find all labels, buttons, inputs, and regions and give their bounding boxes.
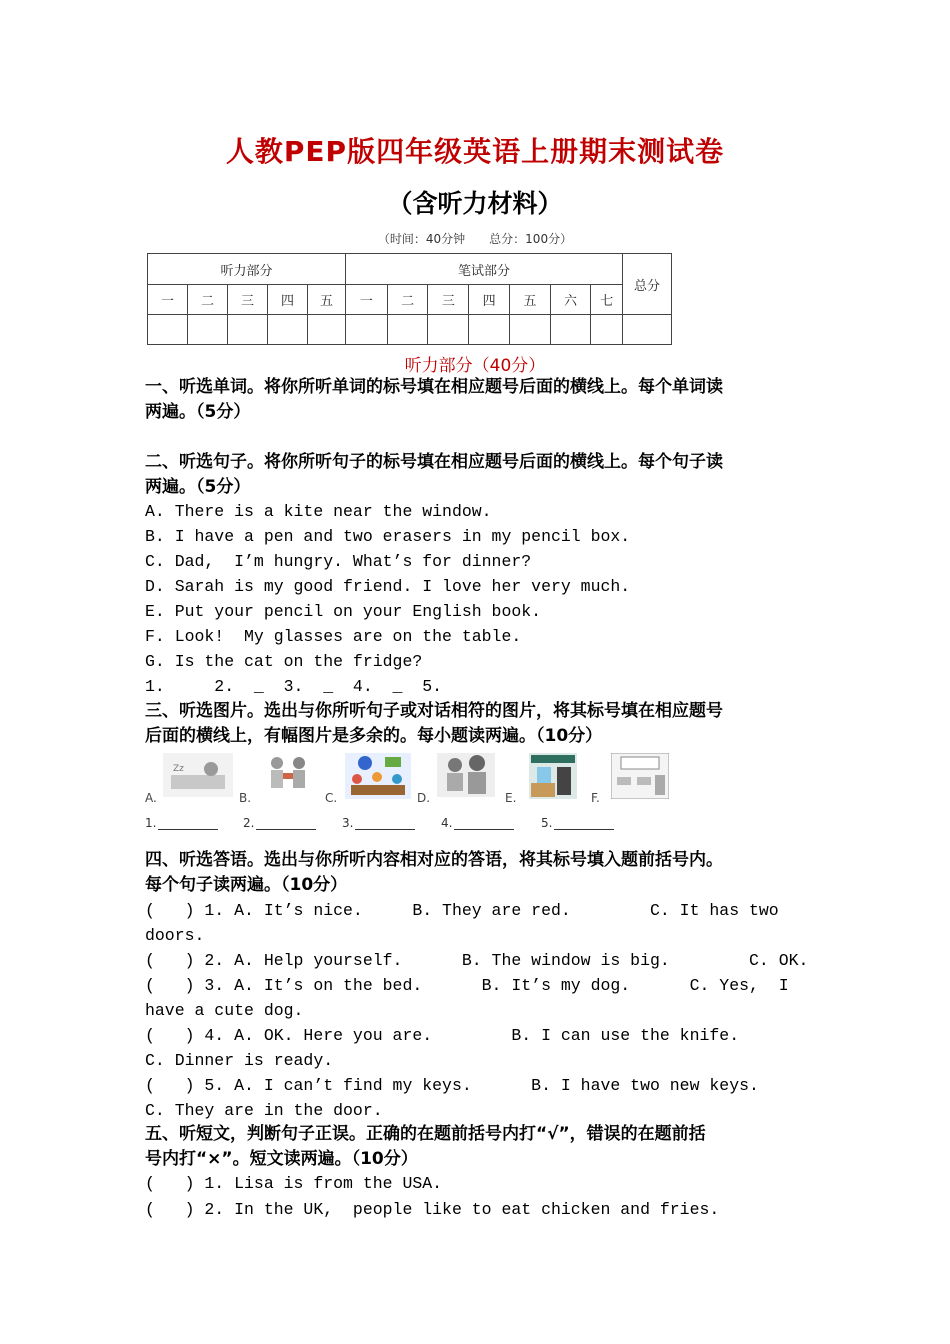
writing-col: 六	[550, 285, 591, 315]
picture-label: D.	[417, 791, 431, 805]
writing-col: 三	[428, 285, 469, 315]
listening-section-heading: 听力部分（40分）	[404, 356, 546, 376]
picture-e-kitchen-icon	[529, 753, 577, 799]
page-title: 人教PEP版四年级英语上册期末测试卷	[225, 135, 725, 168]
q4-line: ( ) 1. A. It’s nice. B. They are red. C. It has two	[145, 901, 779, 920]
picture-label: C.	[325, 791, 338, 805]
q4-line: C. They are in the door.	[145, 1101, 383, 1120]
writing-col: 一	[346, 285, 388, 315]
q3-pictures	[145, 753, 685, 805]
picture-label: E.	[505, 791, 517, 805]
score-cell[interactable]	[623, 315, 672, 345]
q4-line: ( ) 4. A. OK. Here you are. B. I can use the knife.	[145, 1026, 740, 1045]
answer-blank[interactable]: 4.	[441, 816, 514, 830]
picture-c-family-dinner-icon	[345, 753, 411, 799]
q3-instruction: 三、听选图片。选出与你所听句子或对话相符的图片，将其标号填在相应题号 后面的横线上，有幅图片是多余的。每小题读两遍。（10分）	[145, 701, 723, 746]
listening-header: 听力部分	[148, 254, 346, 285]
picture-a-sleeping-icon	[163, 753, 233, 797]
q2-instruction: 二、听选句子。将你所听句子的标号填在相应题号后面的横线上。每个句子读 两遍。（5分）	[145, 452, 723, 497]
score-cell[interactable]	[148, 315, 188, 345]
score-cell[interactable]	[228, 315, 268, 345]
writing-col: 五	[509, 285, 550, 315]
q1-instruction: 一、听选单词。将你所听单词的标号填在相应题号后面的横线上。每个单词读 两遍。（5分）	[145, 377, 723, 422]
score-cell[interactable]	[387, 315, 428, 345]
q4-line: have a cute dog.	[145, 1001, 304, 1020]
q5-instruction: 五、听短文，判断句子正误。正确的在题前括号内打“√”，错误的在题前括 号内打“×”。短文读两遍。（10分）	[145, 1124, 706, 1169]
picture-label: B.	[239, 791, 252, 805]
score-cell[interactable]	[591, 315, 623, 345]
answer-blank[interactable]: 2.	[243, 816, 316, 830]
score-cell[interactable]	[469, 315, 510, 345]
q2-option: C. Dad, I’m hungry. What’s for dinner?	[145, 552, 532, 571]
q4-line: ( ) 3. A. It’s on the bed. B. It’s my dog. C. Yes, I	[145, 976, 789, 995]
writing-col: 二	[387, 285, 428, 315]
score-cell[interactable]	[188, 315, 228, 345]
writing-col: 七	[591, 285, 623, 315]
total-header: 总分	[623, 254, 672, 315]
q5-line: ( ) 1. Lisa is from the USA.	[145, 1174, 443, 1193]
q2-answer-line[interactable]: 1. 2. _ 3. _ 4. _ 5.	[145, 677, 443, 696]
listening-col: 五	[308, 285, 346, 315]
picture-label: A.	[145, 791, 157, 805]
q4-instruction: 四、听选答语。选出与你所听内容相对应的答语，将其标号填入题前括号内。 每个句子读两遍。（10分）	[145, 850, 723, 895]
listening-col: 三	[228, 285, 268, 315]
answer-blank[interactable]: 1.	[145, 816, 218, 830]
picture-f-classroom-icon	[611, 753, 669, 799]
score-cell[interactable]	[308, 315, 346, 345]
score-cell[interactable]	[509, 315, 550, 345]
picture-d-parent-child-icon	[437, 753, 495, 797]
q2-option: E. Put your pencil on your English book.	[145, 602, 542, 621]
score-cell[interactable]	[550, 315, 591, 345]
listening-col: 四	[268, 285, 308, 315]
page-subtitle: （含听力材料）	[387, 189, 563, 218]
q4-line: ( ) 5. A. I can’t find my keys. B. I have two new keys.	[145, 1076, 759, 1095]
q4-line: C. Dinner is ready.	[145, 1051, 334, 1070]
listening-col: 二	[188, 285, 228, 315]
score-table	[147, 253, 672, 345]
q4-line: ( ) 2. A. Help yourself. B. The window is big. C. OK.	[145, 951, 809, 970]
q2-option: B. I have a pen and two erasers in my pencil box.	[145, 527, 631, 546]
svg-text:Zz: Zz	[173, 764, 184, 774]
answer-blank[interactable]: 3.	[342, 816, 415, 830]
q5-line: ( ) 2. In the UK, people like to eat chicken and fries.	[145, 1200, 720, 1219]
picture-b-children-icon	[263, 753, 315, 799]
q2-option: G. Is the cat on the fridge?	[145, 652, 423, 671]
listening-col: 一	[148, 285, 188, 315]
answer-blank[interactable]: 5.	[541, 816, 614, 830]
q2-option: F. Look! My glasses are on the table.	[145, 627, 522, 646]
score-cell[interactable]	[428, 315, 469, 345]
time-info: （时间：40分钟 总分：100分）	[377, 232, 573, 246]
writing-header: 笔试部分	[346, 254, 623, 285]
picture-label: F.	[591, 791, 600, 805]
q2-option: D. Sarah is my good friend. I love her very much.	[145, 577, 631, 596]
score-cell[interactable]	[268, 315, 308, 345]
q2-option: A. There is a kite near the window.	[145, 502, 492, 521]
score-cell[interactable]	[346, 315, 388, 345]
q4-line: doors.	[145, 926, 205, 945]
writing-col: 四	[469, 285, 510, 315]
